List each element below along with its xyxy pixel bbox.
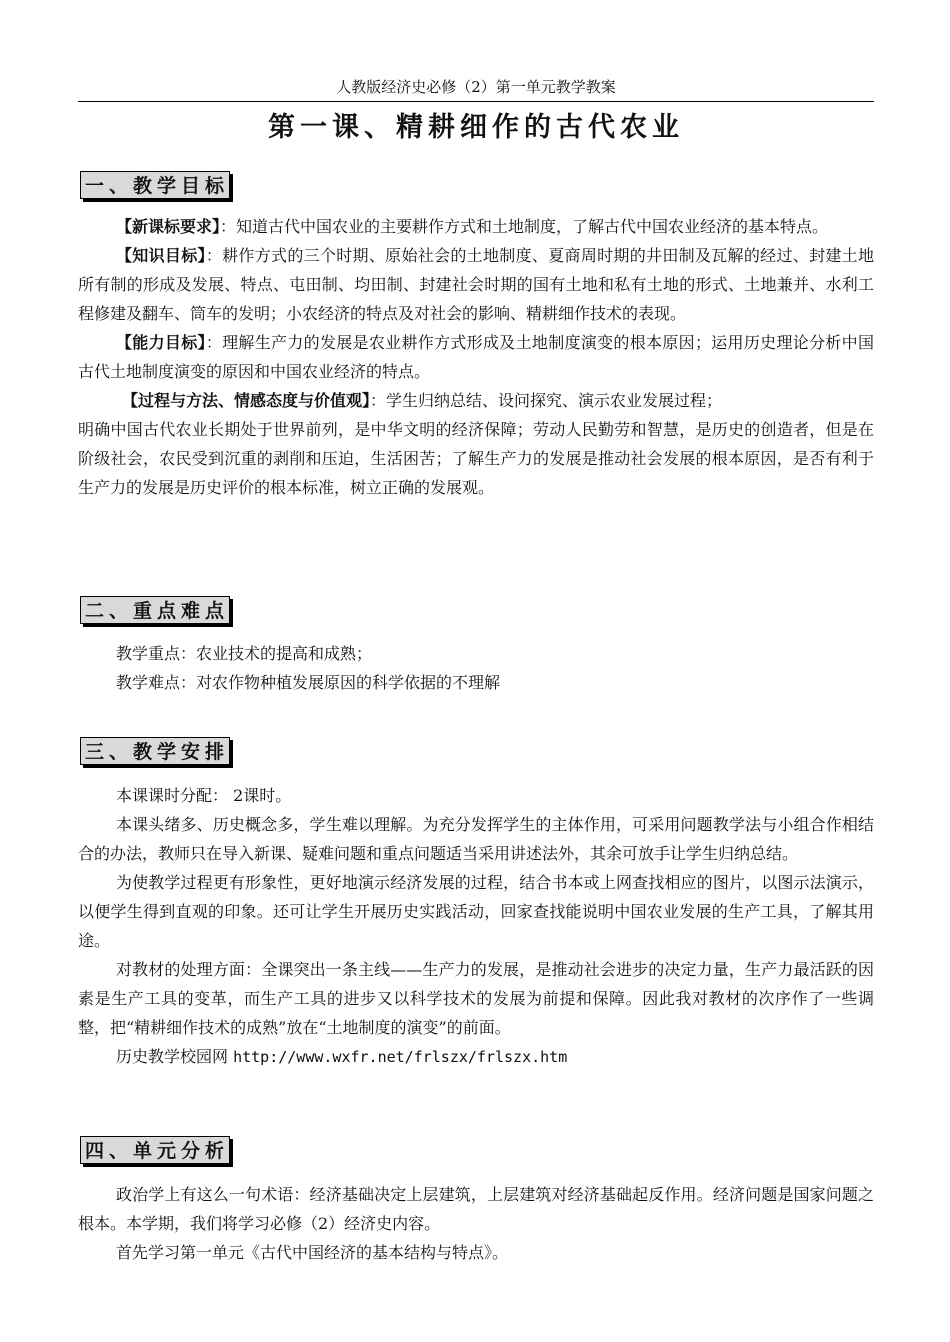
paragraph-process-values — [78, 386, 874, 415]
text-curriculum-requirement: ：知道古代中国农业的主要耕作方式和土地制度，了解古代中国农业经济的基本特点。 — [220, 217, 829, 236]
section-heading-objectives: 一、教学目标 — [80, 171, 230, 199]
text-ability-goal: ：理解生产力的发展是农业耕作方式形成及土地制度演变的根本原因；运用历史理论分析中国古代土地制度演变的原因和中国农业经济的特点。 — [78, 333, 874, 381]
paragraph-curriculum-requirement — [78, 212, 874, 241]
paragraph-key-point: 教学重点：农业技术的提高和成熟； — [116, 644, 373, 663]
paragraph-difficulty: 教学难点：对农作物种植发展原因的科学依据的不理解 — [116, 673, 501, 692]
section-body-key-points — [78, 639, 874, 697]
paragraph-class-hours: 本课课时分配： 2课时。 — [116, 786, 292, 805]
website-url-link[interactable]: http://www.wxfr.net/frlszx/frlszx.htm — [233, 1048, 568, 1066]
section-heading-key-points: 二、重点难点 — [80, 596, 230, 624]
label-process-values: 【过程与方法、情感态度与价值观】 — [122, 391, 371, 410]
section-body-arrangement — [78, 781, 874, 1072]
section-heading-arrangement: 三、教学安排 — [80, 737, 230, 765]
paragraph-first-unit: 首先学习第一单元《古代中国经济的基本结构与特点》。 — [116, 1243, 509, 1262]
website-label: 历史教学校园网 — [116, 1047, 234, 1066]
paragraph-economic-base: 政治学上有这么一句术语：经济基础决定上层建筑，上层建筑对经济基础起反作用。经济问题是国家问题之根本。本学期，我们将学习必修（2）经济史内容。 — [78, 1185, 874, 1233]
paragraph-website — [78, 1042, 874, 1072]
paragraph-material-handling: 对教材的处理方面：全课突出一条主线——生产力的发展，是推动社会进步的决定力量，生产力最活跃的因素是生产工具的变革，而生产工具的进步又以科学技术的发展为前提和保障。因此我对教材的次序作了一些调整，把“精耕细作技术的成熟”放在“土地制度的演变”的前面。 — [78, 960, 874, 1037]
paragraph-values-detail: 明确中国古代农业长期处于世界前列，是中华文明的经济保障；劳动人民勤劳和智慧，是历史的创造者，但是在阶级社会，农民受到沉重的剥削和压迫，生活困苦；了解生产力的发展是推动社会发展的根本原因，是否有利于生产力的发展是历史评价的根本标准，树立正确的发展观。 — [78, 420, 874, 497]
section-heading-unit-analysis: 四、单元分析 — [80, 1136, 230, 1164]
lesson-title: 第一课、精耕细作的古代农业 — [268, 112, 684, 143]
text-knowledge-goal: ：耕作方式的三个时期、原始社会的土地制度、夏商周时期的井田制及瓦解的经过、封建土地所有制的形成及发展、特点、屯田制、均田制、封建社会时期的国有土地和私有土地的形式、土地兼并、水利工程修建及翻车、筒车的发明；小农经济的特点及对社会的影响、精耕细作技术的表现。 — [78, 246, 874, 323]
paragraph-knowledge-goal — [78, 241, 874, 328]
paragraph-teaching-method: 本课头绪多、历史概念多，学生难以理解。为充分发挥学生的主体作用，可采用问题教学法与小组合作相结合的办法，教师只在导入新课、疑难问题和重点问题适当采用讲述法外，其余可放手让学生归纳总结。 — [78, 815, 874, 863]
label-ability-goal: 【能力目标】 — [116, 333, 206, 352]
paragraph-ability-goal — [78, 328, 874, 386]
label-knowledge-goal: 【知识目标】 — [116, 246, 206, 265]
text-process-values: ：学生归纳总结、设问探究、演示农业发展过程； — [370, 391, 723, 410]
section-body-objectives — [78, 212, 874, 502]
paragraph-visual-demo: 为使教学过程更有形象性，更好地演示经济发展的过程，结合书本或上网查找相应的图片，以图示法演示，以便学生得到直观的印象。还可让学生开展历史实践活动，回家查找能说明中国农业发展的生产工具，了解其用途。 — [78, 873, 874, 950]
label-curriculum-requirement: 【新课标要求】 — [116, 217, 221, 236]
running-header: 人教版经济史必修（2）第一单元教学教案 — [78, 77, 874, 102]
section-body-unit-analysis — [78, 1180, 874, 1267]
